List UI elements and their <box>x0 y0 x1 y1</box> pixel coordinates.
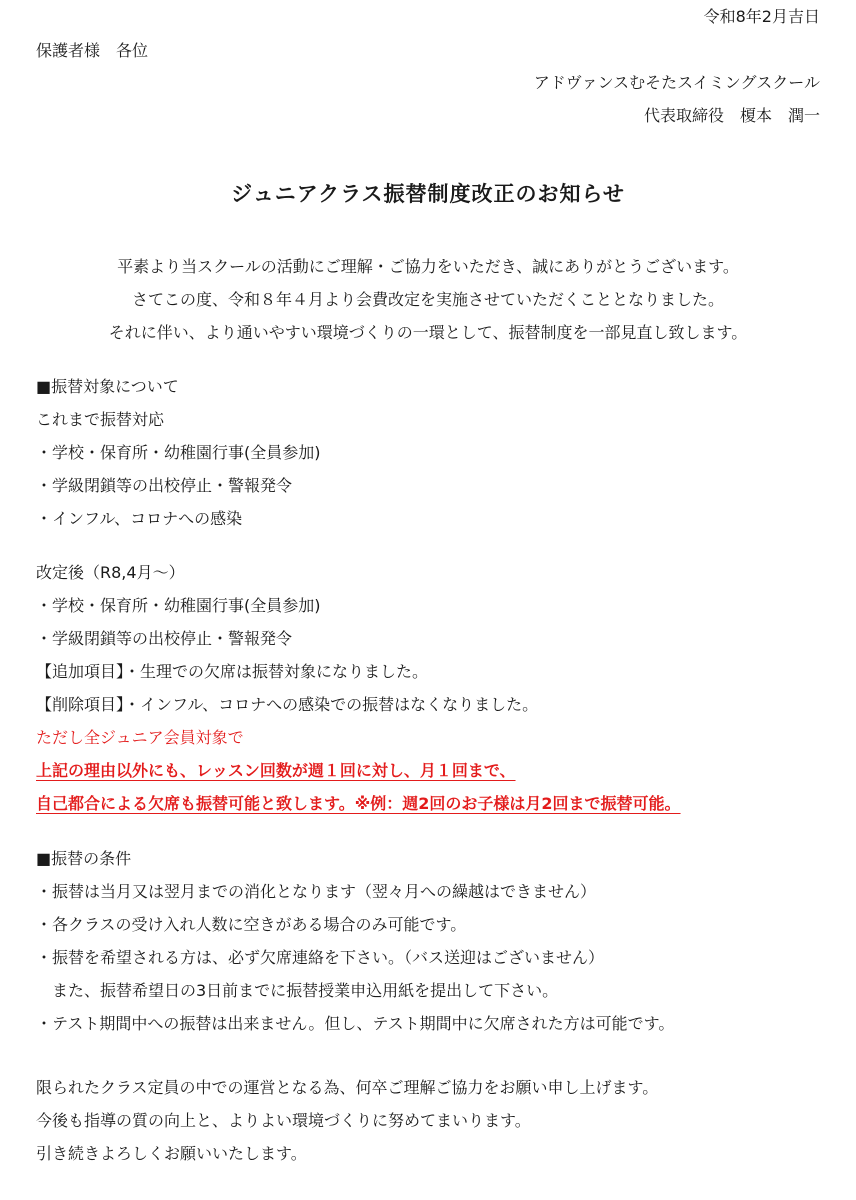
closing-line: 今後も指導の質の向上と、よりよい環境づくりに努めてまいります。 <box>36 1111 531 1130</box>
list-item: ・学級閉鎖等の出校停止・警報発令 <box>36 476 293 495</box>
highlight-text: 自己都合による欠席も振替可能と致します。※例：週2回のお子様は月2回まで振替可能。 <box>36 794 681 813</box>
section-heading: ■振替対象について <box>36 377 179 396</box>
list-item: ・学校・保育所・幼稚園行事(全員参加) <box>36 596 321 615</box>
list-item-removed: 【削除項目】・インフル、コロナへの感染での振替はなくなりました。 <box>36 695 539 714</box>
representative: 代表取締役 榎本 潤一 <box>643 106 820 125</box>
intro-line: 平素より当スクールの活動にご理解・ご協力をいただき、誠にありがとうございます。 <box>117 257 739 276</box>
date: 令和8年2月吉日 <box>703 7 820 26</box>
condition-item: ・振替は当月又は翌月までの消化となります（翌々月への繰越はできません） <box>36 882 597 901</box>
condition-item: ・各クラスの受け入れ人数に空きがある場合のみ可能です。 <box>36 915 467 934</box>
recipient: 保護者様 各位 <box>36 41 149 60</box>
organization-name: アドヴァンスむそたスイミングスクール <box>533 73 820 92</box>
after-label: 改定後（R8,4月～） <box>36 563 185 582</box>
before-label: これまで振替対応 <box>36 410 165 429</box>
intro-line: さてこの度、令和８年４月より会費改定を実施させていただくこととなりました。 <box>131 290 724 309</box>
intro-line: それに伴い、より通いやすい環境づくりの一環として、振替制度を一部見直し致します。 <box>108 323 748 342</box>
closing-line: 引き続きよろしくお願いいたします。 <box>36 1144 307 1163</box>
list-item: ・インフル、コロナへの感染 <box>36 509 243 528</box>
condition-item: ・振替を希望される方は、必ず欠席連絡を下さい。（バス送迎はございません） <box>36 948 605 967</box>
page-title: ジュニアクラス振替制度改正のお知らせ <box>231 182 625 206</box>
highlight-text: 上記の理由以外にも、レッスン回数が週１回に対し、月１回まで、 <box>36 761 516 780</box>
note-text: ただし全ジュニア会員対象で <box>36 728 244 747</box>
list-item: ・学校・保育所・幼稚園行事(全員参加) <box>36 443 321 462</box>
condition-item: また、振替希望日の3日前までに振替授業申込用紙を提出して下さい。 <box>36 981 559 1000</box>
list-item-added: 【追加項目】・生理での欠席は振替対象になりました。 <box>36 662 429 681</box>
closing-line: 限られたクラス定員の中での運営となる為、何卒ご理解ご協力をお願い申し上げます。 <box>36 1078 659 1097</box>
list-item: ・学級閉鎖等の出校停止・警報発令 <box>36 629 293 648</box>
section-heading: ■振替の条件 <box>36 849 132 868</box>
condition-item: ・テスト期間中への振替は出来ません。但し、テスト期間中に欠席された方は可能です。 <box>36 1014 675 1033</box>
